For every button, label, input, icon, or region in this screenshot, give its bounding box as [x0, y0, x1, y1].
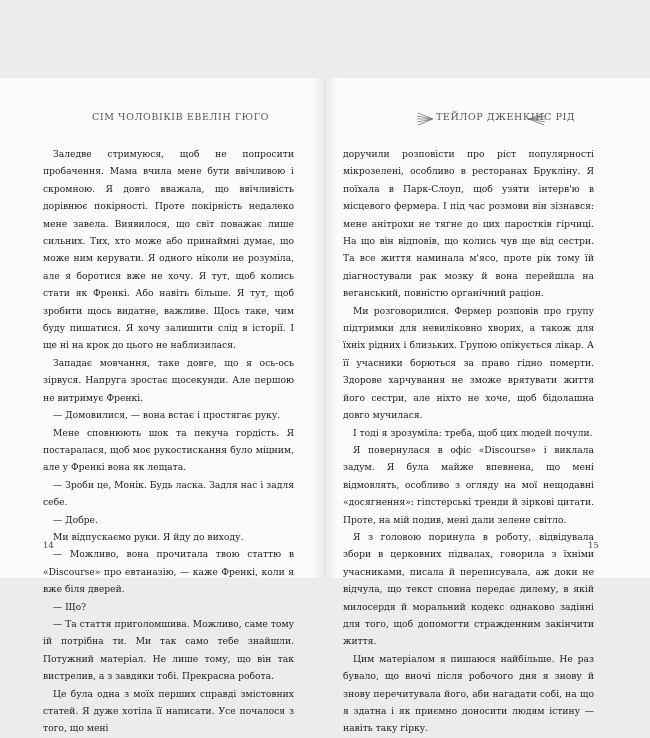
paragraph: Ми відпускаємо руки. Я йду до виходу.	[53, 531, 244, 543]
paragraph: — Зроби це, Монік. Будь ласка. Задля нас і задля себе.	[43, 479, 294, 509]
paragraph: І тоді я зрозуміла: треба, щоб цих людей почули.	[353, 427, 593, 439]
fan-ornament-icon	[416, 112, 434, 126]
paragraph: Ми розговорилися. Фермер розповів про групу підтримки для невиліковно хворих, а також для їхніх рідних і близьких. Групою опікується лікар. А її учасники борються за право гідно померти. Здорове харчування не зможе врятувати життя його сестри, але ніхто не хоче, щоб бідолашна довго мучилася.	[343, 305, 594, 422]
paragraph: — Що?	[53, 601, 87, 613]
paragraph: Це була одна з моїх перших справді змістовних статей. Я дуже хотіла її написати. Усе почалося з того, що мені	[43, 688, 294, 735]
paragraph: доручили розповісти про ріст популярності мікрозелені, особливо в ресторанах Брукліну. Я поїхала в Парк-Слоуп, щоб узяти інтерв'ю в місцевого фермера. І під час розмови він зізнався: мене анітрохи не тягне до цих паростків гірчиці. На що він відповів, що колись чув ще від сестри. Та все життя наминала м'ясо, проте рік тому їй діагностували рак мозку й вона перейшла на веганський, повністю органічний раціон.	[343, 149, 594, 300]
paragraph: — Можливо, вона прочитала твою статтю в «Discourse» про евтаназію, — каже Френкі, коли я вже біля дверей.	[43, 549, 294, 596]
book-gutter	[313, 78, 337, 578]
paragraph: Я повернулася в офіс «Discourse» і виклала задум. Я була майже впевнена, що мені відмовлять, особливо з огляду на мої нещодавні «досягнення»: гіпстерські тренди й зіркові цитати. Проте, на мій подив, мені дали зелене світло.	[343, 444, 594, 526]
paragraph: — Домовилися, — вона встає і простягає руку.	[53, 410, 281, 422]
paragraph: Заледве стримуюся, щоб не попросити пробачення. Мама вчила мене бути ввічливою і скромною. Я довго вважала, що ввічливість дорівнює покірності. Проте покірність недалеко мене завела. Виявилося, що світ поважає лише сильних. Тих, хто може або принаймні думає, що може ним керувати. Я одного ніколи не розуміла, але я боротися вже не хочу. Я тут, щоб колись стати як Френкі. Або навіть більше. Я тут, щоб зробити щось видатне, важливе. Щось таке, чим буду пишатися. Я хочу залишити слід в історії. І ще ні на крок до цього не наблизилася.	[43, 149, 294, 352]
paragraph: Мене сповнюють шок та пекуча гордість. Я постаралася, щоб моє рукостискання було міцним, але у Френкі вона як лещата.	[43, 427, 294, 474]
right-body-text	[343, 146, 594, 738]
paragraph: — Добре.	[53, 514, 98, 526]
paragraph: Я з головою поринула в роботу, відвідувала збори в церковних підвалах, говорила з їхніми учасниками, писала й переписувала, аж доки не відчула, що текст сповна передає дилему, в якій милосердя й моральний кодекс однаково задіяні для того, щоб допомогти стражденним закінчити життя.	[343, 531, 594, 648]
fan-ornament-icon	[528, 112, 546, 126]
left-body-text	[43, 146, 294, 738]
paragraph: Цим матеріалом я пишаюся найбільше. Не раз бувало, що вночі після робочого дня я знову й знову перечитувала його, аби нагадати собі, на що я здатна і як приємно доносити людям істину — навіть таку гірку.	[343, 653, 594, 735]
left-running-head: СІМ ЧОЛОВІКІВ ЕВЕЛІН ГЮГО	[92, 112, 269, 123]
paragraph: Западає мовчання, таке довге, що я ось-ось зірвуся. Напруга зростає щосекунди. Але першою не витримує Френкі.	[43, 357, 294, 404]
paragraph: — Та стаття приголомшива. Можливо, саме тому ій потрібна ти. Ми так само тебе знайшли. Потужний матеріал. Не лише тому, що він так вистрелив, а з завдяки тобі. Прекрасна робота.	[43, 618, 294, 683]
right-page-number: 15	[588, 541, 599, 551]
right-running-head: ТЕЙЛОР ДЖЕНКІНС РІД	[436, 112, 576, 123]
left-page-number: 14	[43, 541, 54, 551]
